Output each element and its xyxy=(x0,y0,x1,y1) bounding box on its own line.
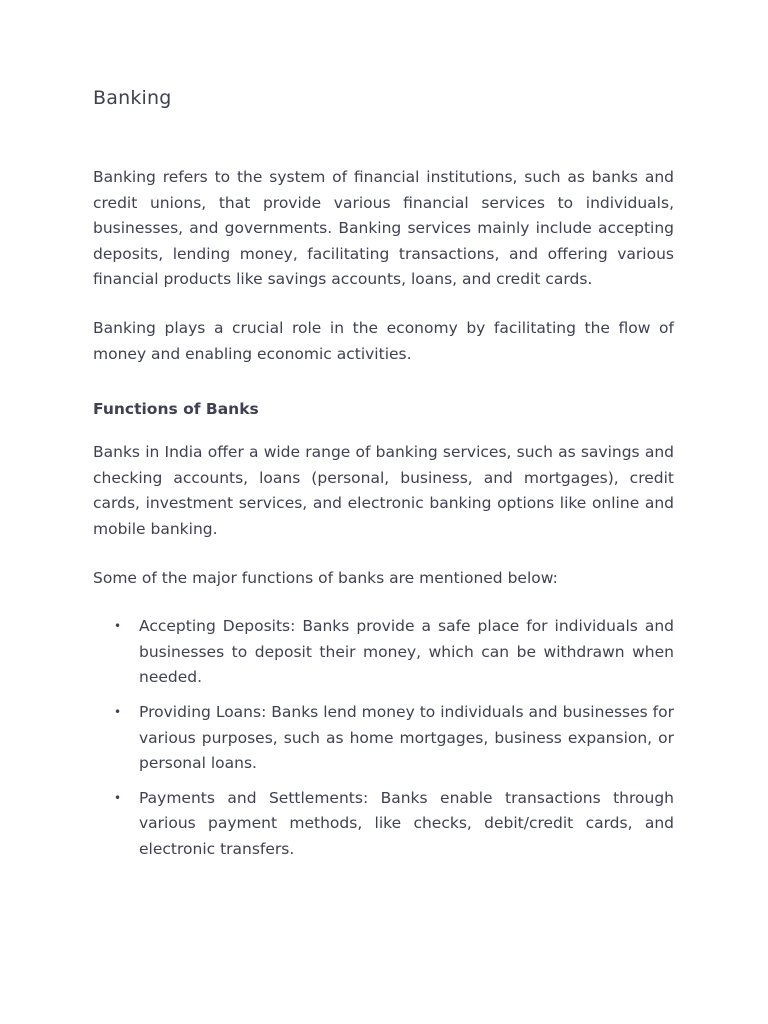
services-paragraph: Banks in India offer a wide range of banking services, such as savings and checking accounts, loans (personal, business, and mortgages), credit cards, investment services, and electronic banking options like online and mobile banking. xyxy=(93,443,674,538)
list-item-text: Providing Loans: Banks lend money to individuals and businesses for various purposes, such as home mortgages, business expansion, or personal loans. xyxy=(139,702,674,773)
functions-list xyxy=(93,614,674,862)
list-item xyxy=(93,786,674,863)
bullet-icon: • xyxy=(114,619,122,634)
document-page xyxy=(93,84,674,871)
functions-intro-paragraph: Some of the major functions of banks are mentioned below: xyxy=(93,568,558,587)
list-item-text: Payments and Settlements: Banks enable transactions through various payment methods, like checks, debit/credit cards, and electronic transfers. xyxy=(139,788,674,858)
page-title: Banking xyxy=(93,87,172,109)
list-item xyxy=(93,614,674,691)
list-item-text: Accepting Deposits: Banks provide a safe place for individuals and businesses to deposit their money, which can be withdrawn when needed. xyxy=(139,617,674,687)
list-item xyxy=(93,700,674,777)
bullet-icon: • xyxy=(114,704,122,719)
intro-paragraph: Banking refers to the system of financial institutions, such as banks and credit unions, that provide various financial services to individuals, businesses, and governments. Banking services mainly include accepting deposits, lending money, facilitating transactions, and offering various financial products like savings accounts, loans, and credit cards. xyxy=(93,168,674,289)
section-heading: Functions of Banks xyxy=(93,400,259,419)
bullet-icon: • xyxy=(114,790,122,805)
role-paragraph: Banking plays a crucial role in the economy by facilitating the flow of money and enabling economic activities. xyxy=(93,318,674,363)
